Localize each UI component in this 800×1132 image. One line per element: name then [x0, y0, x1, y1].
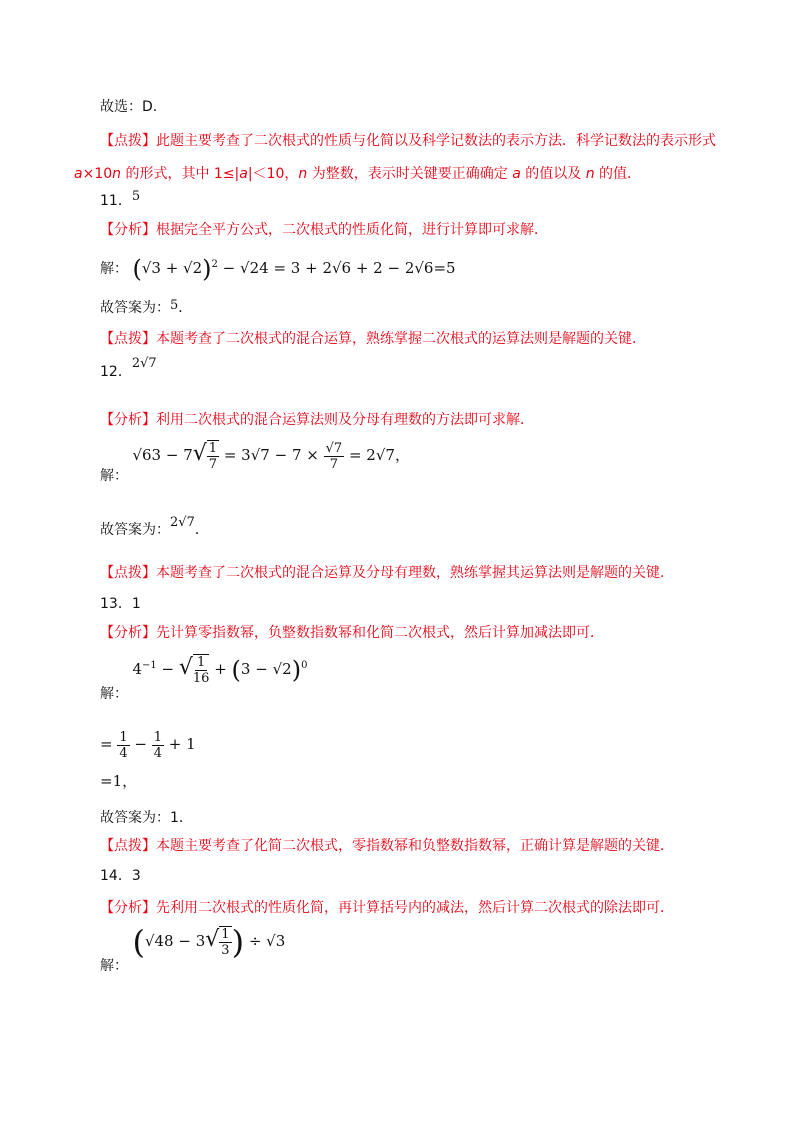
tip-tag: 【点拨】 [100, 838, 156, 854]
q13-expression: $4^{-1}$ − √ $\frac{1}{16}$ + $(3 - √2)^0$ [132, 655, 308, 686]
text-segment: |＜10， [247, 166, 299, 182]
var-n: n [112, 166, 122, 182]
q13-step1-expr: = $\frac{1}{4}$ − $\frac{1}{4}$ + 1 [100, 729, 196, 761]
var-n: n [585, 166, 595, 182]
final-end: ． [178, 300, 193, 316]
analysis-text: 先计算零指数幂，负整数指数幂和化简二次根式，然后计算加减法即可． [156, 625, 604, 641]
text-segment: 的值以及 [520, 166, 586, 182]
final-value: 5 [170, 298, 179, 313]
q14-solution [100, 923, 286, 986]
q12-analysis [100, 410, 534, 430]
analysis-tag: 【分析】 [100, 412, 156, 428]
question-answer: 2√7 [131, 356, 157, 371]
tip-text: 本题考查了二次根式的混合运算及分母有理数，熟练掌握其运算法则是解题的关键． [156, 565, 674, 581]
q13-analysis [100, 623, 604, 643]
tip-tag: 【点拨】 [100, 133, 156, 149]
final-label: 故答案为： [100, 300, 170, 316]
question-number: 11． [100, 193, 132, 209]
q13-step2 [100, 771, 137, 792]
q11-analysis [100, 220, 548, 240]
q13-tip [100, 836, 674, 856]
tip-text: 本题考查了二次根式的混合运算，熟练掌握二次根式的运算法则是解题的关键． [156, 331, 646, 347]
q11-final [100, 298, 192, 319]
analysis-text: 根据完全平方公式，二次根式的性质化简，进行计算即可求解． [156, 222, 548, 238]
analysis-text: 利用二次根式的混合运算法则及分母有理数的方法即可求解． [156, 412, 534, 428]
q11-tip [100, 329, 646, 349]
q13-final: 故答案为：1． [100, 810, 193, 826]
text-segment: 的形式，其中 1≤| [121, 166, 240, 182]
question-answer: 5 [131, 189, 141, 204]
q14-expression: (√48 − 3√ $\frac{1}{3}$ ) ÷ √3 [132, 923, 286, 961]
analysis-tag: 【分析】 [100, 625, 156, 641]
question-12-header [100, 356, 157, 383]
question-14-header: 14．3 [100, 868, 141, 884]
q13-solution [100, 655, 308, 712]
analysis-tag: 【分析】 [100, 222, 156, 238]
q12-expression: √63 − 7√ $\frac{1}{7}$ = 3√7 − 7 × $\frac{√7}{7}$ = 2√7， [132, 440, 410, 472]
tip-text: 此题主要考查了二次根式的性质与化简以及科学记数法的表示方法．科学记数法的表示形式 [156, 133, 716, 149]
analysis-tag: 【分析】 [100, 900, 156, 916]
text-segment: 的值． [594, 166, 642, 182]
var-n: n [298, 166, 308, 182]
solve-label: 解： [100, 958, 128, 974]
question-13-header: 13．1 [100, 596, 141, 612]
tip-paragraph-line1 [100, 131, 716, 151]
q11-expression: $(√3 + √2)^2 - √24 = 3 + 2√6 + 2 - 2√6=5$ [132, 255, 456, 283]
q12-final: 故答案为：2√7． [100, 515, 209, 538]
tip-text: 本题主要考查了化简二次根式，零指数幂和负整数指数幂，正确计算是解题的关键． [156, 838, 674, 854]
final-value: 2√7 [170, 515, 195, 530]
q12-tip [100, 563, 674, 583]
answer-choice: 故选：D. [100, 99, 158, 115]
final-label: 故答案为： [100, 522, 170, 538]
tip-tag: 【点拨】 [100, 565, 156, 581]
q13-step2-expr: =1， [100, 772, 138, 790]
solve-label: 解： [100, 468, 128, 484]
question-number: 12． [100, 364, 132, 380]
tip-tag: 【点拨】 [100, 331, 156, 347]
solve-label: 解： [100, 686, 128, 702]
q12-solution [100, 440, 410, 494]
solve-label: 解： [100, 261, 128, 277]
text-segment: 为整数，表示时关键要正确确定 [307, 166, 513, 182]
question-11-header [100, 191, 140, 212]
q11-result: = 3 + 2√6 + 2 − 2√6=5 [273, 259, 456, 277]
analysis-text: 先利用二次根式的性质化简，再计算括号内的减法，然后计算二次根式的除法即可． [156, 900, 674, 916]
times-ten: ×10 [82, 166, 113, 182]
q14-analysis [100, 898, 674, 918]
var-a: a [239, 166, 248, 182]
tip-paragraph-line2 [74, 164, 641, 184]
q13-step1 [100, 728, 196, 761]
var-a: a [74, 166, 83, 182]
var-a: a [512, 166, 521, 182]
q11-solution [100, 255, 456, 283]
